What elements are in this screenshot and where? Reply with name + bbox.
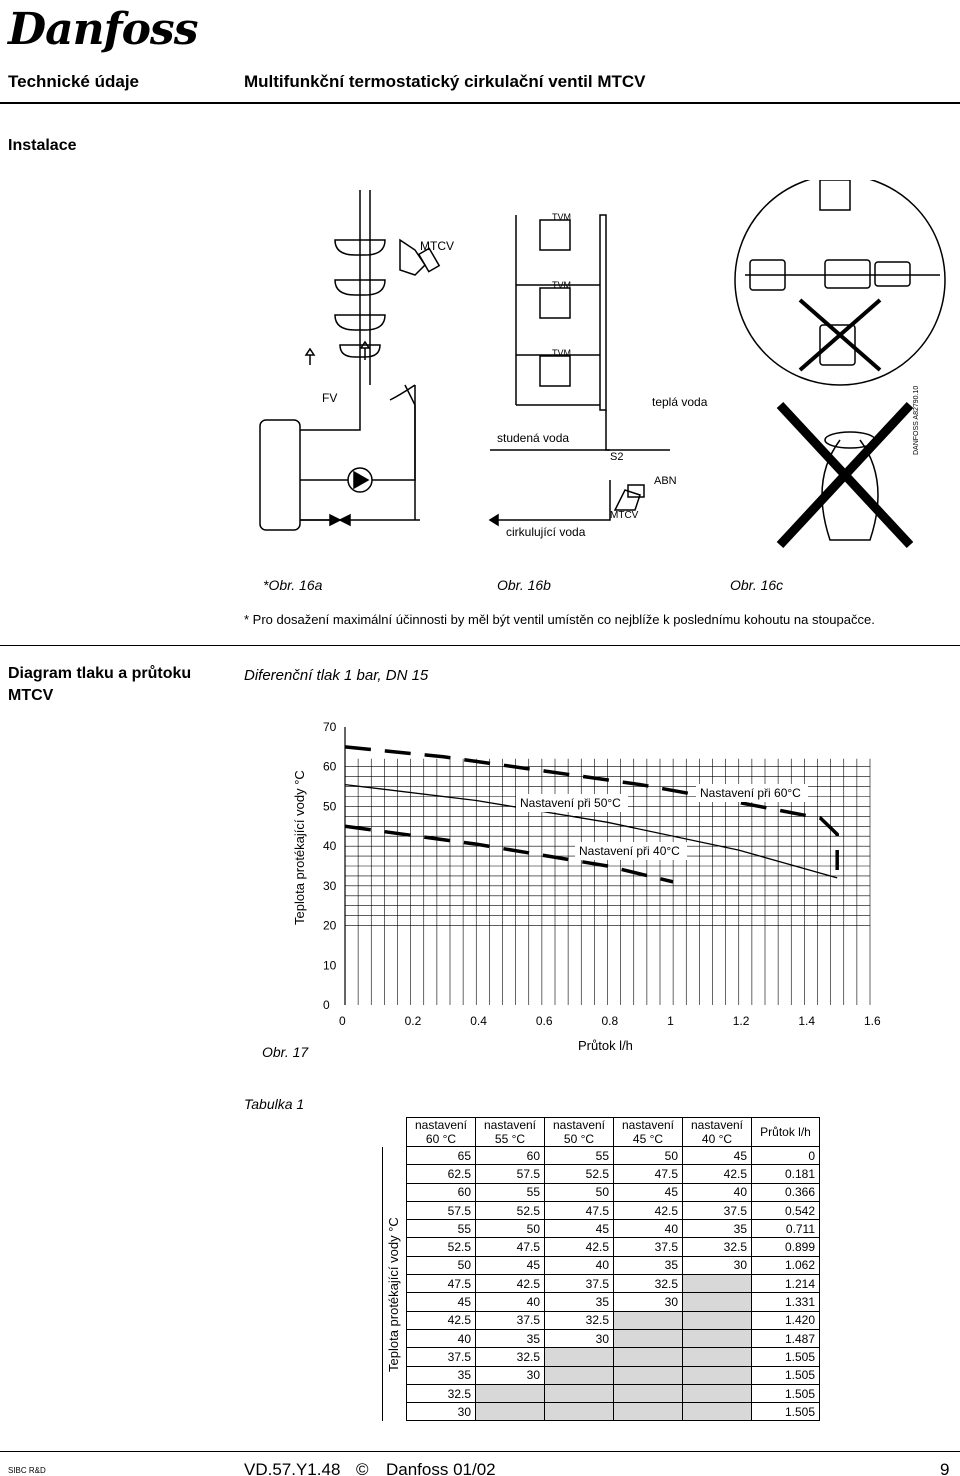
temp-cell: 35 xyxy=(545,1293,614,1311)
temp-cell: 40 xyxy=(476,1293,545,1311)
temp-cell: 35 xyxy=(683,1220,752,1238)
flow-cell: 1.505 xyxy=(752,1384,820,1402)
flow-cell: 1.331 xyxy=(752,1293,820,1311)
y-tick-label: 40 xyxy=(323,839,337,854)
caption-16a: *Obr. 16a xyxy=(263,577,323,593)
section-diagram-line1: Diagram tlaku a průtoku xyxy=(8,665,192,682)
y-tick-label: 60 xyxy=(323,759,337,774)
temp-cell: 57.5 xyxy=(476,1165,545,1183)
temp-cell xyxy=(614,1403,683,1421)
flow-cell: 1.505 xyxy=(752,1348,820,1366)
danfoss-logo: Danfoss xyxy=(8,4,198,55)
x-tick-label: 0 xyxy=(339,1014,346,1028)
temp-cell: 32.5 xyxy=(407,1384,476,1402)
section-rule xyxy=(0,645,960,646)
table-header-setting xyxy=(614,1118,683,1147)
temp-cell: 55 xyxy=(545,1147,614,1165)
temp-cell: 65 xyxy=(407,1147,476,1165)
temp-cell: 42.5 xyxy=(614,1201,683,1219)
figure-note: * Pro dosažení maximální účinnosti by měl být ventil umístěn co nejblíže k poslednímu kohoutu na stoupačce. xyxy=(244,612,875,627)
chart-caption: Diferenční tlak 1 bar, DN 15 xyxy=(244,667,429,684)
temp-cell: 45 xyxy=(407,1293,476,1311)
temp-cell: 37.5 xyxy=(407,1348,476,1366)
table-row xyxy=(383,1329,820,1347)
temp-cell xyxy=(545,1384,614,1402)
temp-cell: 50 xyxy=(476,1220,545,1238)
table-row xyxy=(383,1384,820,1402)
temp-cell: 55 xyxy=(476,1183,545,1201)
flow-cell: 1.487 xyxy=(752,1329,820,1347)
y-tick-label: 70 xyxy=(323,720,337,734)
header-bottom: 60 °C xyxy=(425,1132,457,1146)
temp-cell: 50 xyxy=(614,1147,683,1165)
section-install: Instalace xyxy=(8,137,77,154)
y-axis-label: Teplota protékající vody °C xyxy=(292,770,307,925)
figure-16-schematic xyxy=(240,180,956,570)
temp-cell: 35 xyxy=(476,1329,545,1347)
temp-cell: 50 xyxy=(407,1256,476,1274)
temp-cell: 30 xyxy=(407,1403,476,1421)
temp-cell xyxy=(545,1366,614,1384)
section-diagram-line2: MTCV xyxy=(8,687,54,704)
table-side-label: Teplota protékající vody °C xyxy=(386,1217,401,1372)
y-tick-label: 10 xyxy=(323,958,337,973)
temp-cell: 45 xyxy=(683,1147,752,1165)
temp-cell: 37.5 xyxy=(614,1238,683,1256)
temp-cell: 42.5 xyxy=(683,1165,752,1183)
temp-cell: 45 xyxy=(476,1256,545,1274)
header-top: nastavení xyxy=(483,1118,537,1132)
chart-series xyxy=(345,747,837,882)
temp-cell: 57.5 xyxy=(407,1201,476,1219)
temp-cell: 37.5 xyxy=(476,1311,545,1329)
label-fv: FV xyxy=(322,391,338,405)
table-row xyxy=(383,1256,820,1274)
flow-cell: 0.366 xyxy=(752,1183,820,1201)
flow-cell: 0.542 xyxy=(752,1201,820,1219)
footer-doc: VD.57.Y1.48 xyxy=(244,1460,341,1476)
x-tick-label: 1 xyxy=(667,1014,674,1028)
label-tvm-2: TVM xyxy=(552,280,571,290)
y-tick-label: 0 xyxy=(323,998,330,1012)
x-axis-label: Průtok l/h xyxy=(578,1038,633,1053)
temp-cell: 50 xyxy=(545,1183,614,1201)
temp-cell: 40 xyxy=(545,1256,614,1274)
table-row xyxy=(383,1403,820,1421)
y-tick-label: 20 xyxy=(323,918,337,933)
header-left: Technické údaje xyxy=(8,72,140,91)
table-side-cell xyxy=(383,1183,407,1201)
table-row xyxy=(383,1275,820,1293)
label-tepla-voda: teplá voda xyxy=(652,395,708,409)
temp-cell xyxy=(545,1403,614,1421)
header-top: nastavení xyxy=(690,1118,744,1132)
header-bottom: 40 °C xyxy=(701,1132,733,1146)
x-tick-label: 0.8 xyxy=(601,1014,619,1028)
x-tick-label: 0.2 xyxy=(404,1014,422,1028)
flow-cell: 0.899 xyxy=(752,1238,820,1256)
table-header-flow: Průtok l/h xyxy=(752,1118,820,1147)
page-title: Multifunkční termostatický cirkulační ventil MTCV xyxy=(244,72,646,91)
flow-cell: 1.062 xyxy=(752,1256,820,1274)
flow-cell: 0.181 xyxy=(752,1165,820,1183)
series-label-60: Nastavení při 60°C xyxy=(700,786,801,800)
table-header-setting xyxy=(545,1118,614,1147)
header-top: nastavení xyxy=(621,1118,675,1132)
temp-cell: 45 xyxy=(614,1183,683,1201)
temp-cell: 47.5 xyxy=(614,1165,683,1183)
table-header-setting xyxy=(476,1118,545,1147)
header-top: nastavení xyxy=(414,1118,468,1132)
table-side-cell xyxy=(383,1147,407,1165)
temp-cell: 30 xyxy=(614,1293,683,1311)
flow-cell: 0 xyxy=(752,1147,820,1165)
temp-cell: 60 xyxy=(476,1147,545,1165)
table-caption: Tabulka 1 xyxy=(244,1096,305,1112)
flow-chart xyxy=(280,715,920,1060)
temp-cell: 60 xyxy=(407,1183,476,1201)
temp-cell: 42.5 xyxy=(407,1311,476,1329)
x-tick-label: 1.2 xyxy=(732,1014,750,1028)
table-row xyxy=(383,1201,820,1219)
data-table xyxy=(382,1117,820,1421)
temp-cell xyxy=(683,1348,752,1366)
table-side-cell xyxy=(383,1403,407,1421)
x-tick-label: 1.4 xyxy=(798,1014,816,1028)
x-tick-label: 0.4 xyxy=(470,1014,487,1028)
temp-cell: 40 xyxy=(683,1183,752,1201)
header-rule xyxy=(0,102,960,104)
footer-rule xyxy=(0,1451,960,1452)
header-bottom: 50 °C xyxy=(563,1132,595,1146)
header-bottom: 45 °C xyxy=(632,1132,664,1146)
temp-cell: 62.5 xyxy=(407,1165,476,1183)
table-header-setting xyxy=(683,1118,752,1147)
temp-cell: 45 xyxy=(545,1220,614,1238)
chart-ticks xyxy=(323,720,881,1028)
temp-cell xyxy=(614,1384,683,1402)
temp-cell: 35 xyxy=(614,1256,683,1274)
temp-cell: 30 xyxy=(476,1366,545,1384)
temp-cell: 42.5 xyxy=(545,1238,614,1256)
footer-company: Danfoss 01/02 xyxy=(386,1460,496,1476)
table-row xyxy=(383,1348,820,1366)
temp-cell xyxy=(545,1348,614,1366)
temp-cell: 30 xyxy=(545,1329,614,1347)
temp-cell xyxy=(683,1403,752,1421)
temp-cell: 47.5 xyxy=(407,1275,476,1293)
label-tvm-1: TVM xyxy=(552,212,571,222)
label-tvm-3: TVM xyxy=(552,348,571,358)
temp-cell: 55 xyxy=(407,1220,476,1238)
footer-copyright: © xyxy=(356,1460,369,1476)
label-studena-voda: studená voda xyxy=(497,431,570,445)
flow-cell: 1.505 xyxy=(752,1403,820,1421)
table-row xyxy=(383,1238,820,1256)
table-row xyxy=(383,1183,820,1201)
temp-cell xyxy=(476,1384,545,1402)
temp-cell xyxy=(476,1403,545,1421)
temp-cell: 37.5 xyxy=(683,1201,752,1219)
chart-fig-label: Obr. 17 xyxy=(262,1044,309,1060)
temp-cell: 47.5 xyxy=(545,1201,614,1219)
x-tick-label: 0.6 xyxy=(535,1014,553,1028)
temp-cell: 35 xyxy=(407,1366,476,1384)
temp-cell: 40 xyxy=(407,1329,476,1347)
temp-cell xyxy=(683,1311,752,1329)
footer-page: 9 xyxy=(940,1460,950,1476)
label-code: DANFOSS A82790.10 xyxy=(913,385,920,455)
label-cirkulujici-voda: cirkulující voda xyxy=(506,525,586,539)
caption-16b: Obr. 16b xyxy=(497,577,551,593)
footer-left: SIBC R&D xyxy=(8,1466,46,1475)
temp-cell: 52.5 xyxy=(407,1238,476,1256)
label-s2: S2 xyxy=(610,451,624,463)
label-mtcv-a: MTCV xyxy=(420,239,454,253)
table-row xyxy=(383,1311,820,1329)
temp-cell: 32.5 xyxy=(476,1348,545,1366)
table-side-cell xyxy=(383,1118,407,1147)
table-row xyxy=(383,1220,820,1238)
table-row xyxy=(383,1147,820,1165)
temp-cell xyxy=(614,1366,683,1384)
temp-cell: 32.5 xyxy=(614,1275,683,1293)
temp-cell xyxy=(683,1293,752,1311)
temp-cell: 32.5 xyxy=(545,1311,614,1329)
temp-cell: 32.5 xyxy=(683,1238,752,1256)
temp-cell xyxy=(614,1311,683,1329)
flow-cell: 1.420 xyxy=(752,1311,820,1329)
series-label-40: Nastavení při 40°C xyxy=(579,844,680,858)
table-side-cell xyxy=(383,1384,407,1402)
flow-cell: 1.214 xyxy=(752,1275,820,1293)
temp-cell: 47.5 xyxy=(476,1238,545,1256)
series-label-50: Nastavení při 50°C xyxy=(520,796,621,810)
label-abn: ABN xyxy=(654,475,677,487)
temp-cell: 30 xyxy=(683,1256,752,1274)
table-row xyxy=(383,1366,820,1384)
table-side-cell xyxy=(383,1165,407,1183)
temp-cell: 42.5 xyxy=(476,1275,545,1293)
flow-cell: 0.711 xyxy=(752,1220,820,1238)
temp-cell: 40 xyxy=(614,1220,683,1238)
temp-cell xyxy=(683,1366,752,1384)
temp-cell xyxy=(614,1348,683,1366)
label-mtcv-b: MTCV xyxy=(610,510,639,521)
header-top: nastavení xyxy=(552,1118,606,1132)
y-tick-label: 30 xyxy=(323,878,337,893)
temp-cell xyxy=(683,1275,752,1293)
caption-16c: Obr. 16c xyxy=(730,577,784,593)
temp-cell xyxy=(683,1384,752,1402)
temp-cell: 52.5 xyxy=(476,1201,545,1219)
header-bottom: 55 °C xyxy=(494,1132,526,1146)
temp-cell: 52.5 xyxy=(545,1165,614,1183)
y-tick-label: 50 xyxy=(323,799,337,814)
table-row xyxy=(383,1165,820,1183)
table-row xyxy=(383,1293,820,1311)
temp-cell: 37.5 xyxy=(545,1275,614,1293)
x-tick-label: 1.6 xyxy=(864,1014,881,1028)
temp-cell xyxy=(683,1329,752,1347)
temp-cell xyxy=(614,1329,683,1347)
table-header-setting xyxy=(407,1118,476,1147)
flow-cell: 1.505 xyxy=(752,1366,820,1384)
